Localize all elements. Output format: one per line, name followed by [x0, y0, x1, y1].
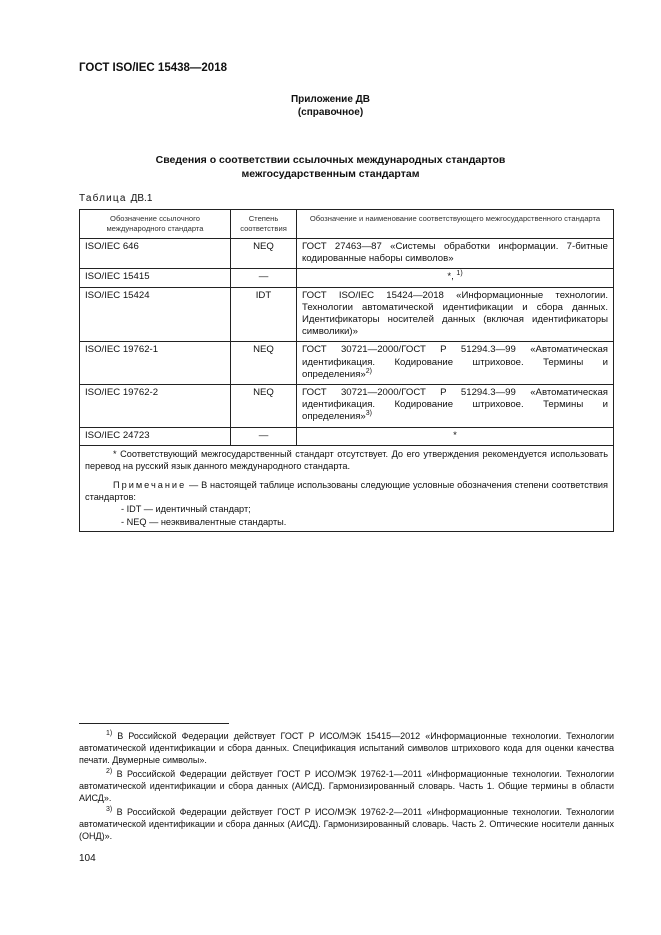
cell-degree: —	[231, 427, 297, 445]
page-number: 104	[79, 853, 96, 864]
cell-degree: NEQ	[231, 239, 297, 269]
table-label-word: Таблица	[79, 193, 127, 204]
table-row	[80, 342, 614, 385]
national-text: ГОСТ ISO/IEC 15424—2018 «Информационные технологии. Технологии автоматической идентификации и сбора данных. Идентификаторы носителей данных (включая идентификаторы символики)»	[302, 289, 608, 338]
national-text: *,	[447, 271, 457, 283]
annex-block	[0, 93, 661, 119]
cell-national	[297, 239, 614, 269]
national-text: ГОСТ 30721—2000/ГОСТ Р 51294.3—99 «Автоматическая идентификация. Кодирование штриховое. Термины и определения»	[302, 344, 608, 380]
footnote-mark: 3)	[106, 806, 113, 813]
footnote-1	[79, 730, 614, 766]
national-text: ГОСТ 30721—2000/ГОСТ Р 51294.3—99 «Автоматическая идентификация. Кодирование штриховое. Термины и определения»	[302, 387, 608, 423]
table-header-row	[80, 210, 614, 239]
note-item-idt: - IDT — идентичный стандарт;	[121, 504, 251, 515]
correspondence-table	[79, 209, 614, 532]
cell-ref: ISO/IEC 646	[80, 239, 231, 269]
footnote-2	[79, 768, 614, 804]
footnote-mark: 1)	[106, 730, 113, 737]
document-id: ГОСТ ISO/IEC 15438—2018	[79, 62, 227, 74]
cell-national	[297, 427, 614, 445]
cell-ref: ISO/IEC 15415	[80, 269, 231, 287]
table-row	[80, 287, 614, 342]
table-row	[80, 427, 614, 445]
cell-ref: ISO/IEC 24723	[80, 427, 231, 445]
cell-degree: NEQ	[231, 385, 297, 428]
heading-line-2: межгосударственным стандартам	[241, 168, 420, 180]
table-notes-row	[80, 445, 614, 531]
footnote-ref: 1)	[456, 270, 463, 278]
footnote-text: В Российской Федерации действует ГОСТ Р ИСО/МЭК 19762-2—2011 «Информационные технологии. Технологии автоматической идентификации и сбора данных (АИСД). Гармонизированный словарь. Часть 2. Оптические носители данных (ОНД)».	[79, 807, 614, 841]
table-label-number: ДВ.1	[130, 193, 153, 204]
footnote-ref: 2)	[365, 367, 372, 375]
footnote-text: В Российской Федерации действует ГОСТ Р ИСО/МЭК 19762-1—2011 «Информационные технологии. Технологии автоматической идентификации и сбора данных (АИСД). Гармонизированный словарь. Часть 1. Общие термины в области АИСД».	[79, 769, 614, 803]
annex-subtitle: (справочное)	[297, 107, 364, 118]
note-item-neq: - NEQ — неэквивалентные стандарты.	[121, 516, 287, 527]
table-note	[85, 479, 608, 504]
cell-ref: ISO/IEC 15424	[80, 287, 231, 342]
star-footnote: * Соответствующий межгосударственный стандарт отсутствует. До его утверждения рекомендуется использовать перевод на русский язык данного международного стандарта.	[85, 448, 608, 472]
table-label	[79, 193, 152, 204]
header-national-standard: Обозначение и наименование соответствующего межгосударственного стандарта	[297, 210, 614, 239]
footnote-separator	[79, 723, 229, 724]
note-label: Примечание	[113, 479, 187, 490]
header-ref-standard: Обозначение ссылочного международного стандарта	[80, 210, 231, 239]
note-text: — В настоящей таблице использованы следующие условные обозначения степени соответствия стандартов:	[85, 479, 608, 503]
table-row	[80, 239, 614, 269]
cell-ref: ISO/IEC 19762-2	[80, 385, 231, 428]
cell-national	[297, 269, 614, 287]
cell-national	[297, 342, 614, 385]
cell-national	[297, 385, 614, 428]
national-text: ГОСТ 27463—87 «Системы обработки информации. 7-битные кодированные наборы символов»	[302, 241, 608, 265]
table-row	[80, 385, 614, 428]
cell-degree: NEQ	[231, 342, 297, 385]
table-row	[80, 269, 614, 287]
cell-degree: —	[231, 269, 297, 287]
footnote-ref: 3)	[365, 410, 372, 418]
footnote-3	[79, 806, 614, 842]
cell-ref: ISO/IEC 19762-1	[80, 342, 231, 385]
footnote-text: В Российской Федерации действует ГОСТ Р ИСО/МЭК 15415—2012 «Информационные технологии. Технологии автоматической идентификации и сбора данных. Спецификация испытаний символов штрихового кода для оценки качества печати. Двумерные символы».	[79, 731, 614, 765]
annex-title: Приложение ДВ	[290, 94, 371, 105]
table-notes	[80, 445, 614, 531]
cell-national	[297, 287, 614, 342]
heading-line-1: Сведения о соответствии ссылочных международных стандартов	[155, 154, 506, 166]
footnotes-block	[79, 730, 614, 844]
footnote-mark: 2)	[106, 768, 113, 775]
cell-degree: IDT	[231, 287, 297, 342]
section-heading	[0, 153, 661, 181]
header-degree: Степень соответствия	[231, 210, 297, 239]
national-text: *	[453, 429, 457, 441]
